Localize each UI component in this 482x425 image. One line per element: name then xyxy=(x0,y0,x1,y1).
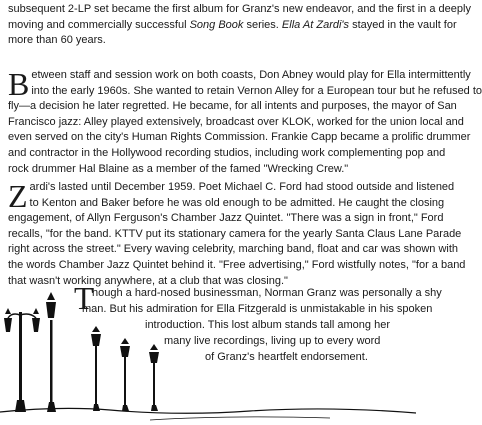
text-line: into the early 1960s. She wanted to retain Vernon Alley for a European tour but he refused to xyxy=(31,84,482,97)
album-title-ella-at-zardis: Ella At Zardi's xyxy=(281,18,350,31)
text-line: and contractor in the Hollywood recording studios, including work complementing pop and xyxy=(8,146,446,159)
lamp-post-left xyxy=(4,308,40,412)
text-line: man. But his admiration for Ella Fitzgerald is unmistakable in his spoken xyxy=(82,303,433,315)
text-line: fly—a decision he later regretted. He became, for all intents and purposes, the mayor of San xyxy=(8,100,457,113)
drop-cap: B xyxy=(8,66,30,102)
text-line: recalls, "for the band. KTTV put its stationary camera for the yearly Santa Claus Lane Parade xyxy=(8,227,462,240)
paragraph-musicians xyxy=(8,66,482,177)
text-line: moving and commercially successful Song Book series. Ella At Zardi's stayed in the vault for xyxy=(8,18,457,31)
text-line: introduction. This lost album stands tall among her xyxy=(145,319,390,331)
text-line: even served on the city's Human Rights Commission. Frankie Capp became a prolific drummer xyxy=(8,131,471,144)
drop-cap: Z xyxy=(8,178,28,214)
text-line: of Granz's heartfelt endorsement. xyxy=(205,351,368,363)
drop-cap: T xyxy=(74,280,94,316)
text-line: engagement, of Allyn Ferguson's Chamber Jazz Quintet. "There was a sign in front," Ford xyxy=(8,212,444,225)
text-line: that wasn't working anywhere, at a club that was closing." xyxy=(8,274,288,287)
text-line: rock drummer Hal Blaine as a member of the famed "Wrecking Crew." xyxy=(8,162,349,175)
text-line: more than 60 years. xyxy=(8,34,106,47)
text-line: ardi's lasted until December 1959. Poet Michael C. Ford had stood outside and listened xyxy=(29,181,455,193)
text-line: subsequent 2-LP set became the first album for Granz's new endeavor, and the first in a deeply xyxy=(8,3,471,15)
text-line: etween staff and session work on both coasts, Don Abney would play for Ella intermittently xyxy=(31,69,471,81)
text-line: hough a hard-nosed businessman, Norman Granz was personally a shy xyxy=(92,287,442,299)
album-title-song-book: Song Book xyxy=(189,18,244,31)
text-line: the words Chamber Jazz Quintet behind it. "Free advertising," Ford wistfully notes, "for a band xyxy=(8,258,466,271)
paragraph-song-book xyxy=(8,2,471,49)
text-line: Francisco jazz: Alley played extensively, broadcast over KLOK, worked for the union local and xyxy=(8,115,464,128)
text-line: many live recordings, living up to every word xyxy=(164,335,381,347)
text-line: to Kenton and Baker before he was old enough to be admitted. He caught the closing xyxy=(29,196,445,209)
text-line: right across the street." Every waving celebrity, marching band, float and car was shown with xyxy=(8,243,459,256)
